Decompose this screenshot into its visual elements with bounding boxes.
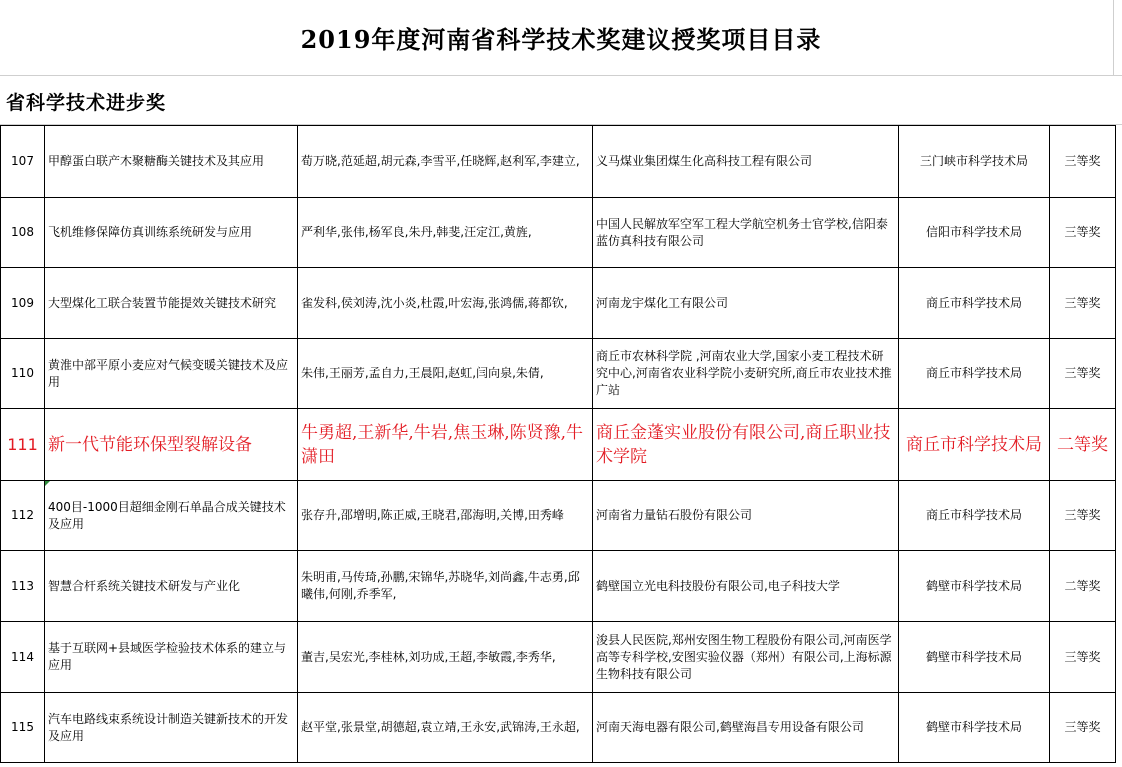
award-table [0, 125, 1116, 763]
project-name-cell[interactable]: 基于互联网+县域医学检验技术体系的建立与应用 [45, 622, 298, 693]
row-number-cell[interactable]: 111 [1, 409, 45, 481]
table-row [1, 551, 1116, 622]
completing-units-cell[interactable]: 河南天海电器有限公司,鹤壁海昌专用设备有限公司 [593, 693, 899, 763]
completing-units-cell[interactable]: 鹤壁国立光电科技股份有限公司,电子科技大学 [593, 551, 899, 622]
row-number-cell[interactable]: 113 [1, 551, 45, 622]
table-row [1, 409, 1116, 481]
row-number-cell[interactable]: 112 [1, 481, 45, 551]
nominating-unit-cell[interactable]: 商丘市科学技术局 [899, 268, 1050, 339]
completers-cell[interactable]: 严利华,张伟,杨军良,朱丹,韩斐,汪定江,黄旌, [298, 198, 593, 268]
title-bar [0, 0, 1122, 76]
page-title: 2019年度河南省科学技术奖建议授奖项目目录 [300, 25, 822, 54]
completing-units-cell[interactable]: 商丘金蓬实业股份有限公司,商丘职业技术学院 [593, 409, 899, 481]
completing-units-cell[interactable]: 义马煤业集团煤生化高科技工程有限公司 [593, 126, 899, 198]
table-row [1, 339, 1116, 409]
table-row [1, 693, 1116, 763]
award-grade-cell[interactable]: 三等奖 [1050, 198, 1116, 268]
completing-units-cell[interactable]: 河南龙宇煤化工有限公司 [593, 268, 899, 339]
award-grade-cell[interactable]: 二等奖 [1050, 409, 1116, 481]
table-row [1, 622, 1116, 693]
completers-cell[interactable]: 牛勇超,王新华,牛岩,焦玉琳,陈贤豫,牛潇田 [298, 409, 593, 481]
nominating-unit-cell[interactable]: 商丘市科学技术局 [899, 339, 1050, 409]
completing-units-cell[interactable]: 商丘市农林科学院 ,河南农业大学,国家小麦工程技术研究中心,河南省农业科学院小麦研究所,商丘市农业技术推广站 [593, 339, 899, 409]
award-grade-cell[interactable]: 三等奖 [1050, 268, 1116, 339]
nominating-unit-cell[interactable]: 商丘市科学技术局 [899, 409, 1050, 481]
table-row [1, 198, 1116, 268]
project-name-cell[interactable]: 新一代节能环保型裂解设备 [45, 409, 298, 481]
table-row [1, 126, 1116, 198]
award-grade-cell[interactable]: 二等奖 [1050, 551, 1116, 622]
nominating-unit-cell[interactable]: 商丘市科学技术局 [899, 481, 1050, 551]
completers-cell[interactable]: 荀万晓,范延超,胡元森,李雪平,任晓辉,赵利军,李建立, [298, 126, 593, 198]
row-number-cell[interactable]: 115 [1, 693, 45, 763]
completing-units-cell[interactable]: 中国人民解放军空军工程大学航空机务士官学校,信阳泰蓝仿真科技有限公司 [593, 198, 899, 268]
completers-cell[interactable]: 朱明甫,马传琦,孙鹏,宋锦华,苏晓华,刘尚鑫,牛志勇,邱曦伟,何刚,乔季军, [298, 551, 593, 622]
completers-cell[interactable]: 雀发科,侯刘涛,沈小炎,杜霞,叶宏海,张鸿儒,蒋都钦, [298, 268, 593, 339]
row-number-cell[interactable]: 109 [1, 268, 45, 339]
row-number-cell[interactable]: 114 [1, 622, 45, 693]
project-name-cell[interactable]: 飞机维修保障仿真训练系统研发与应用 [45, 198, 298, 268]
award-grade-cell[interactable]: 三等奖 [1050, 481, 1116, 551]
nominating-unit-cell[interactable]: 三门峡市科学技术局 [899, 126, 1050, 198]
project-name-cell[interactable]: 汽车电路线束系统设计制造关键新技术的开发及应用 [45, 693, 298, 763]
nominating-unit-cell[interactable]: 鹤壁市科学技术局 [899, 551, 1050, 622]
nominating-unit-cell[interactable]: 鹤壁市科学技术局 [899, 693, 1050, 763]
table-row [1, 268, 1116, 339]
section-header [0, 76, 1122, 125]
completing-units-cell[interactable]: 浚县人民医院,郑州安图生物工程股份有限公司,河南医学高等专科学校,安图实验仪器（郑州）有限公司,上海标源生物科技有限公司 [593, 622, 899, 693]
project-name-cell[interactable]: 智慧合杆系统关键技术研发与产业化 [45, 551, 298, 622]
row-number-cell[interactable]: 108 [1, 198, 45, 268]
completing-units-cell[interactable]: 河南省力量钻石股份有限公司 [593, 481, 899, 551]
nominating-unit-cell[interactable]: 信阳市科学技术局 [899, 198, 1050, 268]
award-grade-cell[interactable]: 三等奖 [1050, 693, 1116, 763]
completers-cell[interactable]: 张存升,邵增明,陈正威,王晓君,邵海明,关博,田秀峰 [298, 481, 593, 551]
nominating-unit-cell[interactable]: 鹤壁市科学技术局 [899, 622, 1050, 693]
project-name-cell[interactable]: 大型煤化工联合装置节能提效关键技术研究 [45, 268, 298, 339]
table-row [1, 481, 1116, 551]
completers-cell[interactable]: 董吉,吴宏光,李桂林,刘功成,王超,李敏霞,李秀华, [298, 622, 593, 693]
row-number-cell[interactable]: 110 [1, 339, 45, 409]
award-grade-cell[interactable]: 三等奖 [1050, 339, 1116, 409]
project-name-cell[interactable]: 甲醇蛋白联产木聚糖酶关键技术及其应用 [45, 126, 298, 198]
completers-cell[interactable]: 朱伟,王丽芳,孟自力,王晨阳,赵虹,闫向泉,朱倩, [298, 339, 593, 409]
project-name-cell[interactable]: 400目-1000目超细金刚石单晶合成关键技术及应用 [45, 481, 298, 551]
project-name-cell[interactable]: 黄淮中部平原小麦应对气候变暖关键技术及应用 [45, 339, 298, 409]
row-number-cell[interactable]: 107 [1, 126, 45, 198]
completers-cell[interactable]: 赵平堂,张景堂,胡德超,袁立靖,王永安,武锦涛,王永超, [298, 693, 593, 763]
award-grade-cell[interactable]: 三等奖 [1050, 622, 1116, 693]
award-grade-cell[interactable]: 三等奖 [1050, 126, 1116, 198]
section-title: 省科学技术进步奖 [6, 92, 167, 114]
